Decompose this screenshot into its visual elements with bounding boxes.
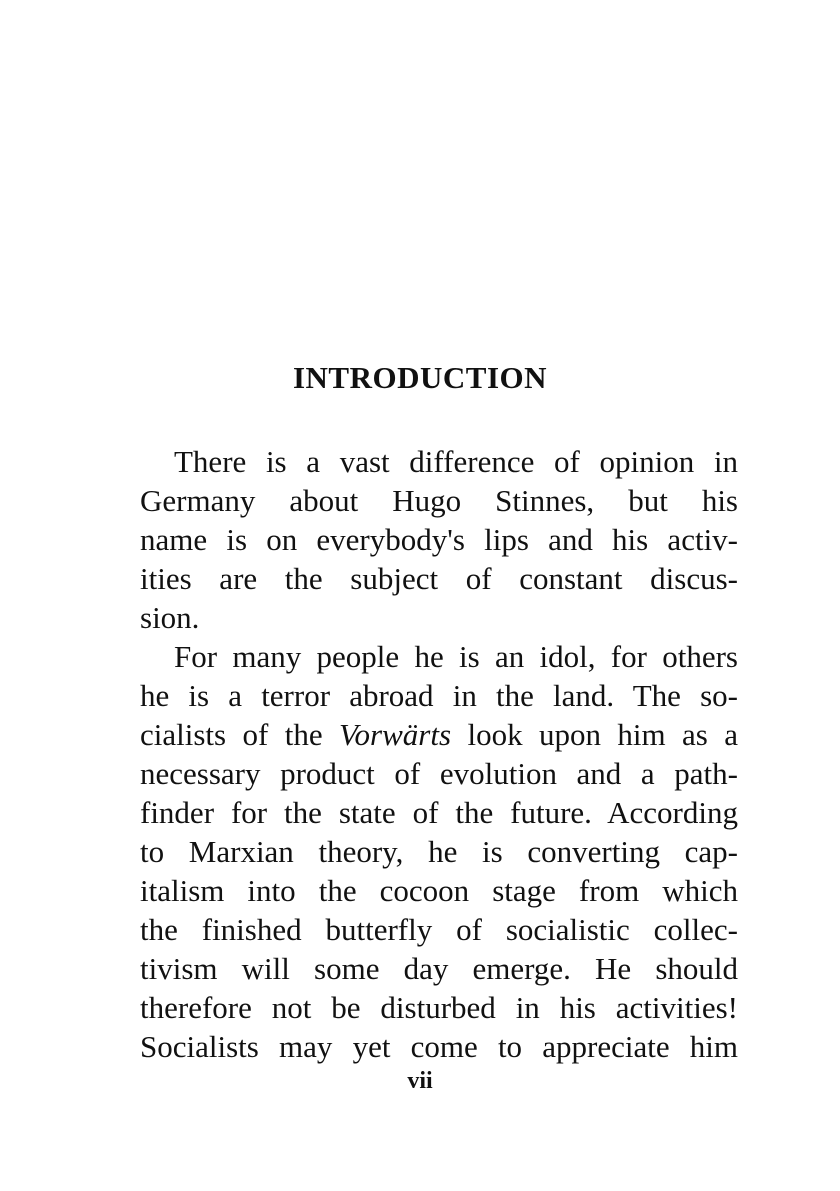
text-line: Germany about Hugo Stinnes, but his (140, 483, 738, 518)
text-line: the finished butterfly of socialistic collec- (140, 912, 738, 947)
text-segment: look upon him as a (467, 717, 739, 752)
body-text (140, 442, 738, 1066)
text-line: Socialists may yet come to appreciate him (140, 1029, 738, 1064)
text-segment: cialists of the (140, 717, 323, 752)
text-line: finder for the state of the future. According (140, 795, 738, 830)
italic-title: Vorwärts (339, 717, 452, 752)
chapter-heading: INTRODUCTION (292, 360, 548, 395)
text-line: he is a terror abroad in the land. The so- (140, 678, 738, 713)
text-line: For many people he is an idol, for others (174, 639, 738, 674)
text-line-with-italic (140, 715, 738, 754)
text-line: necessary product of evolution and a path- (140, 756, 738, 791)
page-number: vii (407, 1068, 433, 1094)
text-line: italism into the cocoon stage from which (140, 873, 738, 908)
text-line: ities are the subject of constant discus- (140, 561, 738, 596)
text-line: therefore not be disturbed in his activities! (140, 990, 738, 1025)
text-line: tivism will some day emerge. He should (140, 951, 738, 986)
text-line: sion. (140, 600, 200, 635)
text-line: There is a vast difference of opinion in (174, 444, 738, 479)
text-line: to Marxian theory, he is converting cap- (140, 834, 738, 869)
text-line: name is on everybody's lips and his activ- (140, 522, 738, 557)
